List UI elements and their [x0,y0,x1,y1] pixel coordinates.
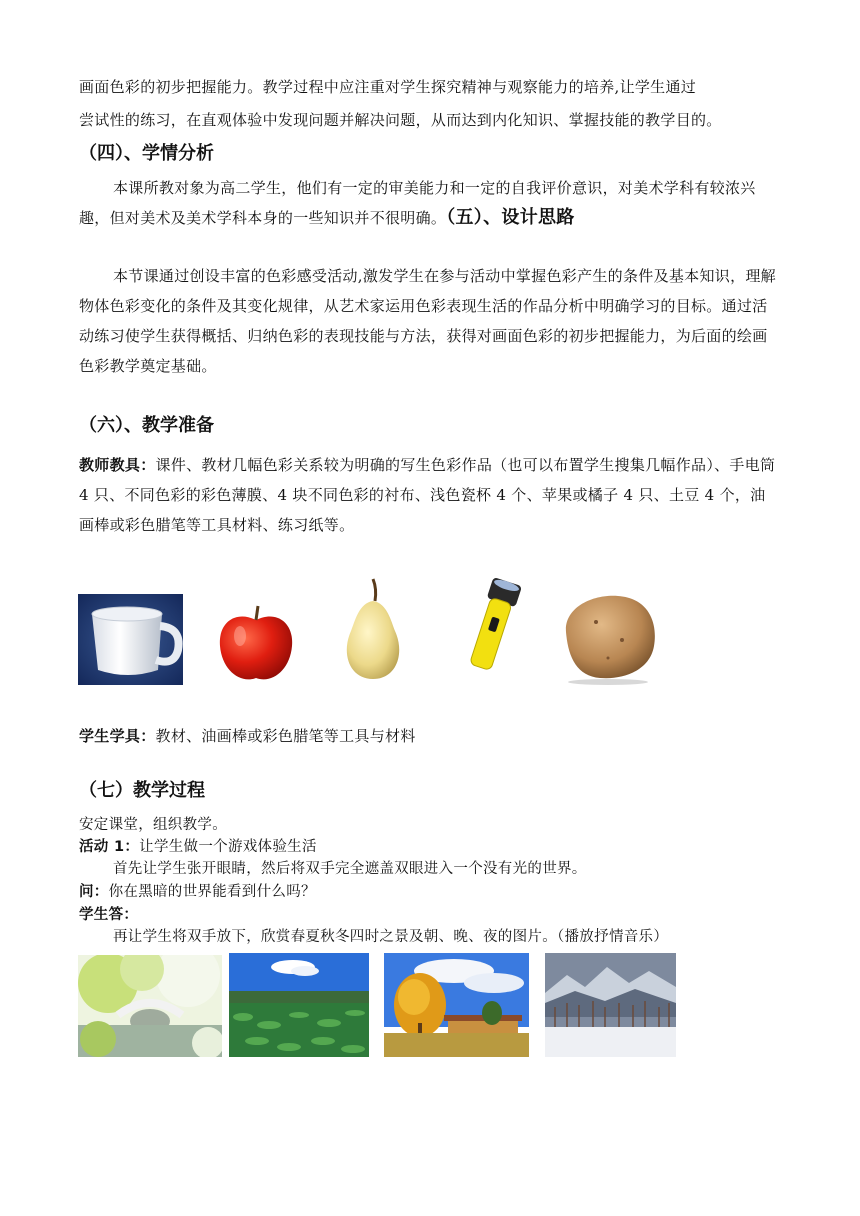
section-7-line-1: 安定课堂，组织教学。 [79,817,227,833]
teacher-materials-label: 教师教具： [79,456,156,474]
section-4-heading: （四）、学情分析 [79,143,214,164]
student-answer [79,905,779,926]
teacher-materials-text: 课件、教材几幅色彩关系较为明确的写生色彩作品（也可以布置学生搜集几幅作品）、手电筒 4 只、不同色彩的彩色薄膜、4 块不同色彩的衬布、浅色瓷杯 4 个、苹果或橘子 4 只、土豆 4 个，油画棒或彩色腊笔等工具材料、练习纸等。 [79,456,776,534]
cup-image [78,594,183,685]
winter-image [545,953,676,1057]
question [79,882,779,903]
section-7-heading: （七）教学过程 [79,780,205,801]
activity-1 [79,837,779,858]
section-5-body: 本节课通过创设丰富的色彩感受活动,激发学生在参与活动中掌握色彩产生的条件及基本知识，理解物体色彩变化的条件及其变化规律，从艺术家运用色彩表现生活的作品分析中明确学习的目标。通过活动练习使学生获得概括、归纳色彩的表现技能与方法，获得对画面色彩的初步把握能力，为后面的绘画色彩教学奠定基础。 [79,267,776,375]
apple-image [216,600,296,684]
student-materials [79,722,779,751]
spring-image [78,955,222,1057]
student-materials-text: 教材、油画棒或彩色腊笔等工具与材料 [155,727,416,745]
pear-image [315,573,429,685]
activity-1-label: 活动 1： [79,839,140,855]
potato-image [556,588,660,686]
section-4-text: 本课所教对象为高二学生，他们有一定的审美能力和一定的自我评价意识，对美术学科有较浓兴趣，但对美术及美术学科本身的一些知识并不很明确。 [79,179,756,227]
intro-line-2: 尝试性的练习，在直观体验中发现问题并解决问题，从而达到内化知识、掌握技能的教学目的。 [79,111,722,129]
section-6-heading: （六）、教学准备 [79,415,214,436]
question-label: 问： [79,884,109,900]
student-materials-label: 学生学具： [79,727,156,745]
teacher-materials [79,450,779,540]
flashlight-image [452,577,532,677]
section-5-heading: （五）、设计思路 [446,207,575,228]
section-4-body [79,174,779,233]
question-text: 你在黑暗的世界能看到什么吗？ [108,884,316,900]
activity-step-1: 首先让学生张开眼睛，然后将双手完全遮盖双眼进入一个没有光的世界。 [113,861,587,877]
student-answer-label: 学生答： [79,907,139,923]
autumn-image [384,953,529,1057]
summer-image [229,953,369,1057]
intro-line-1: 画面色彩的初步把握能力。教学过程中应注重对学生探究精神与观察能力的培养,让学生通过 [79,78,697,96]
activity-step-2: 再让学生将双手放下，欣赏春夏秋冬四时之景及朝、晚、夜的图片。（播放抒情音乐） [113,929,669,945]
activity-1-text: 让学生做一个游戏体验生活 [139,839,317,855]
